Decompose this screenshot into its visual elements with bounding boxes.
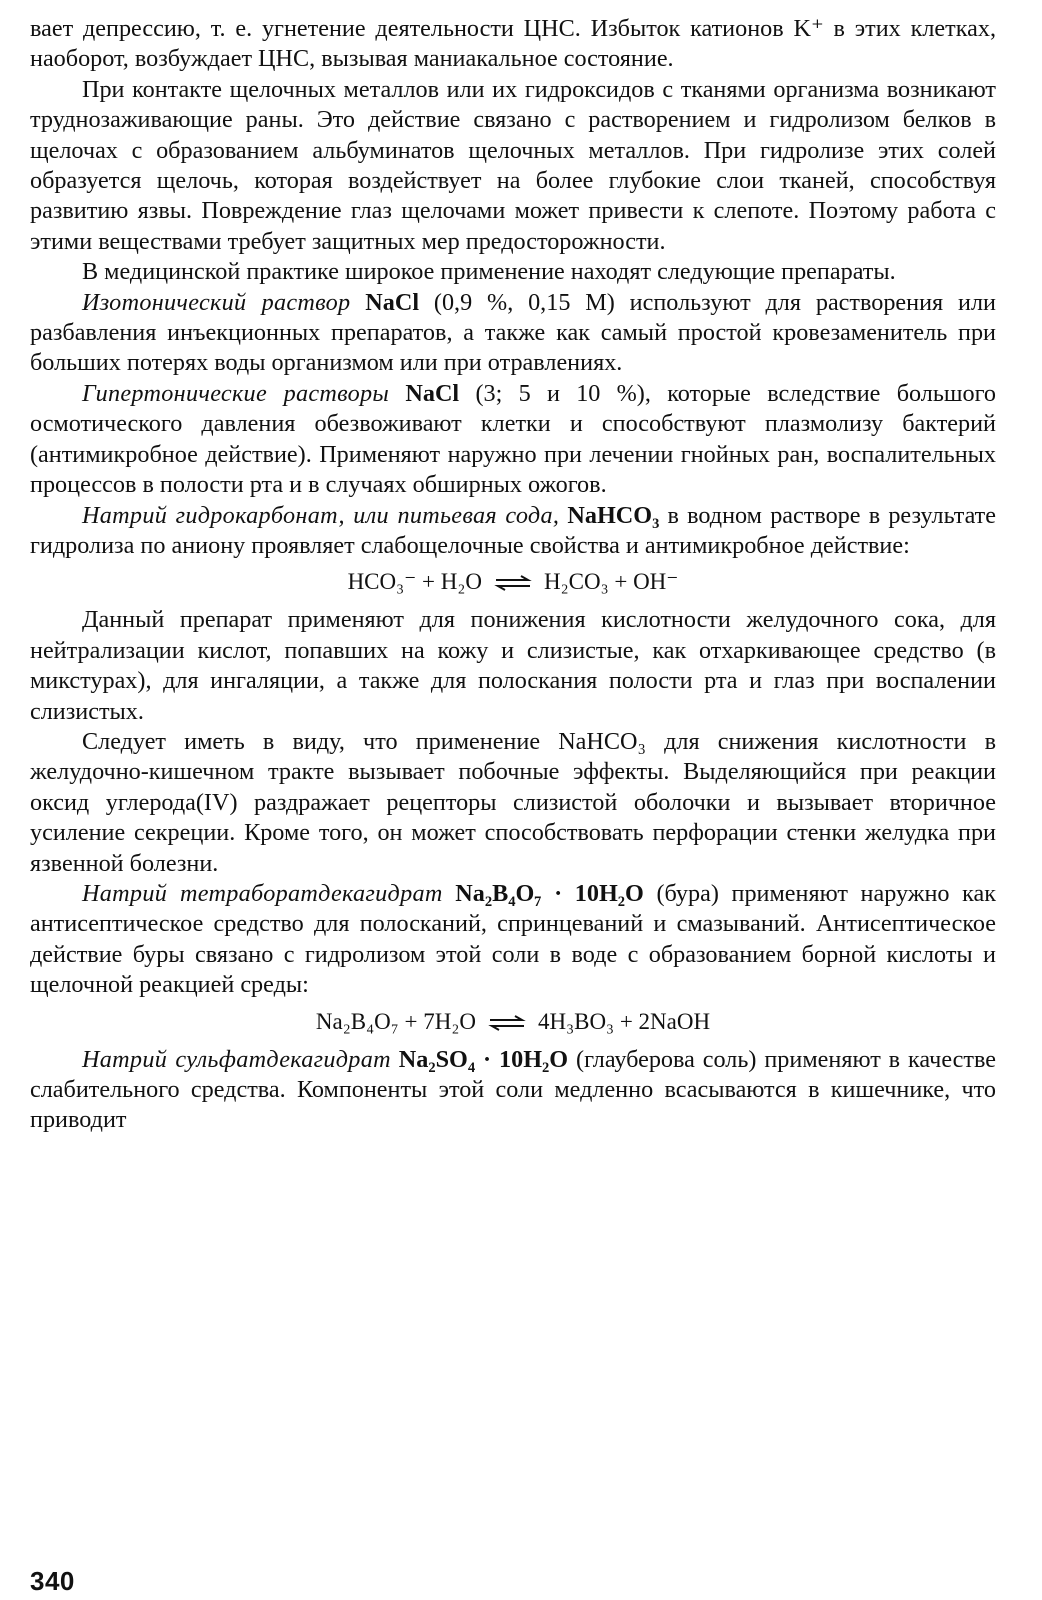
term-glauber: Натрий сульфатдекагидрат [82, 1045, 391, 1073]
paragraph-isotonic [30, 288, 996, 379]
borax-text: (бура) применяют наружно как антисептическое средство для полосканий, спринцеваний и смазываний. Антисептическое действие буры связано с гидролизом этой соли в воде с образованием борной кислоты и щелочной реакцией среды: [30, 879, 997, 999]
formula-glauber: Na₂SO₄ · 10H₂O [398, 1045, 569, 1073]
term-borax: Натрий тетраборатдекагидрат [82, 879, 443, 907]
page-number: 340 [30, 1566, 75, 1596]
term-isotonic: Изотонический раствор [82, 288, 351, 316]
equation-bicarbonate-hydrolysis [30, 567, 996, 597]
glauber-text: (глауберова соль) применяют в качестве слабительного средства. Компоненты этой соли медленно всасываются в кишечнике, что приводит [30, 1045, 996, 1134]
bicarbonate-text: в водном растворе в результате гидролиза по аниону проявляет слабощелочные свойства и антимикробное действие: [30, 501, 996, 559]
paragraph-medical-practice: В медицинской практике широкое применение находят следующие препараты. [82, 258, 896, 286]
paragraph-hypertonic [30, 379, 996, 501]
term-hypertonic: Гипертонические растворы [82, 379, 390, 407]
formula-nacl-2: NaCl [405, 379, 460, 407]
isotonic-text: (0,9 %, 0,15 M) используют для растворения или разбавления инъекционных препаратов, а также как самый простой кровезаменитель при больших потерях воды организмом или при отравлениях. [30, 288, 996, 377]
equation-2-right: 4H₃BO₃ + 2NaOH [537, 1008, 711, 1034]
paragraph-glauber-salt [30, 1045, 996, 1136]
equilibrium-arrow-icon [488, 1015, 526, 1031]
formula-borax: Na₂B₄O₇ · 10H₂O [455, 879, 644, 907]
formula-nahco3: NaHCO₃ [567, 501, 660, 529]
paragraph-bicarbonate [30, 501, 996, 562]
equation-borax-hydrolysis [30, 1007, 996, 1037]
paragraph-borax [30, 879, 996, 1001]
equation-1-left: HCO₃⁻ + H₂O [347, 569, 482, 595]
paragraph-side-effects: Следует иметь в виду, что применение NaHCO₃ для снижения кислотности в желудочно-кишечном тракте вызывает побочные эффекты. Выделяющийся при реакции оксид углерода(IV) раздражает рецепторы слизистой оболочки и вызывает вторичное усиление секреции. Кроме того, он может способствовать перфорации стенки желудка при язвенной болезни. [30, 727, 996, 877]
paragraph-alkali-wounds: При контакте щелочных металлов или их гидроксидов с тканями организма возникают труднозаживающие раны. Это действие связано с растворением и гидролизом белков в щелочах с образованием альбуминатов щелочных металлов. При гидролизе этих солей образуется щелочь, которая воздействует на более глубокие слои тканей, способствуя развитию язвы. Повреждение глаз щелочами может привести к слепоте. Поэтому работа с этими веществами требует защитных мер предосторожности. [30, 75, 996, 255]
equilibrium-arrow-icon [494, 575, 532, 591]
paragraph-usage: Данный препарат применяют для понижения кислотности желудочного сока, для нейтрализации кислот, попавших на кожу и слизистые, как отхаркивающее средство (в микстурах), для ингаляции, а также для полоскания полости рта и глаз при воспалении слизистых. [30, 606, 996, 725]
hypertonic-text: (3; 5 и 10 %), которые вследствие большого осмотического давления обезвоживают клетки и способствуют плазмолизу бактерий (антимикробное действие). Применяют наружно при лечении гнойных ран, воспалительных процессов в полости рта и в случаях обширных ожогов. [30, 379, 997, 499]
term-bicarbonate: Натрий гидрокарбонат, или питьевая сода, [82, 501, 560, 529]
equation-1-right: H₂CO₃ + OH⁻ [544, 569, 679, 595]
paragraph-cns: вает депрессию, т. е. угнетение деятельности ЦНС. Избыток катионов K⁺ в этих клетках, наоборот, возбуждает ЦНС, вызывая маниакальное состояние. [30, 15, 996, 73]
formula-nacl: NaCl [365, 288, 420, 316]
body-text [30, 14, 996, 1136]
equation-2-left: Na₂B₄O₇ + 7H₂O [315, 1008, 476, 1034]
